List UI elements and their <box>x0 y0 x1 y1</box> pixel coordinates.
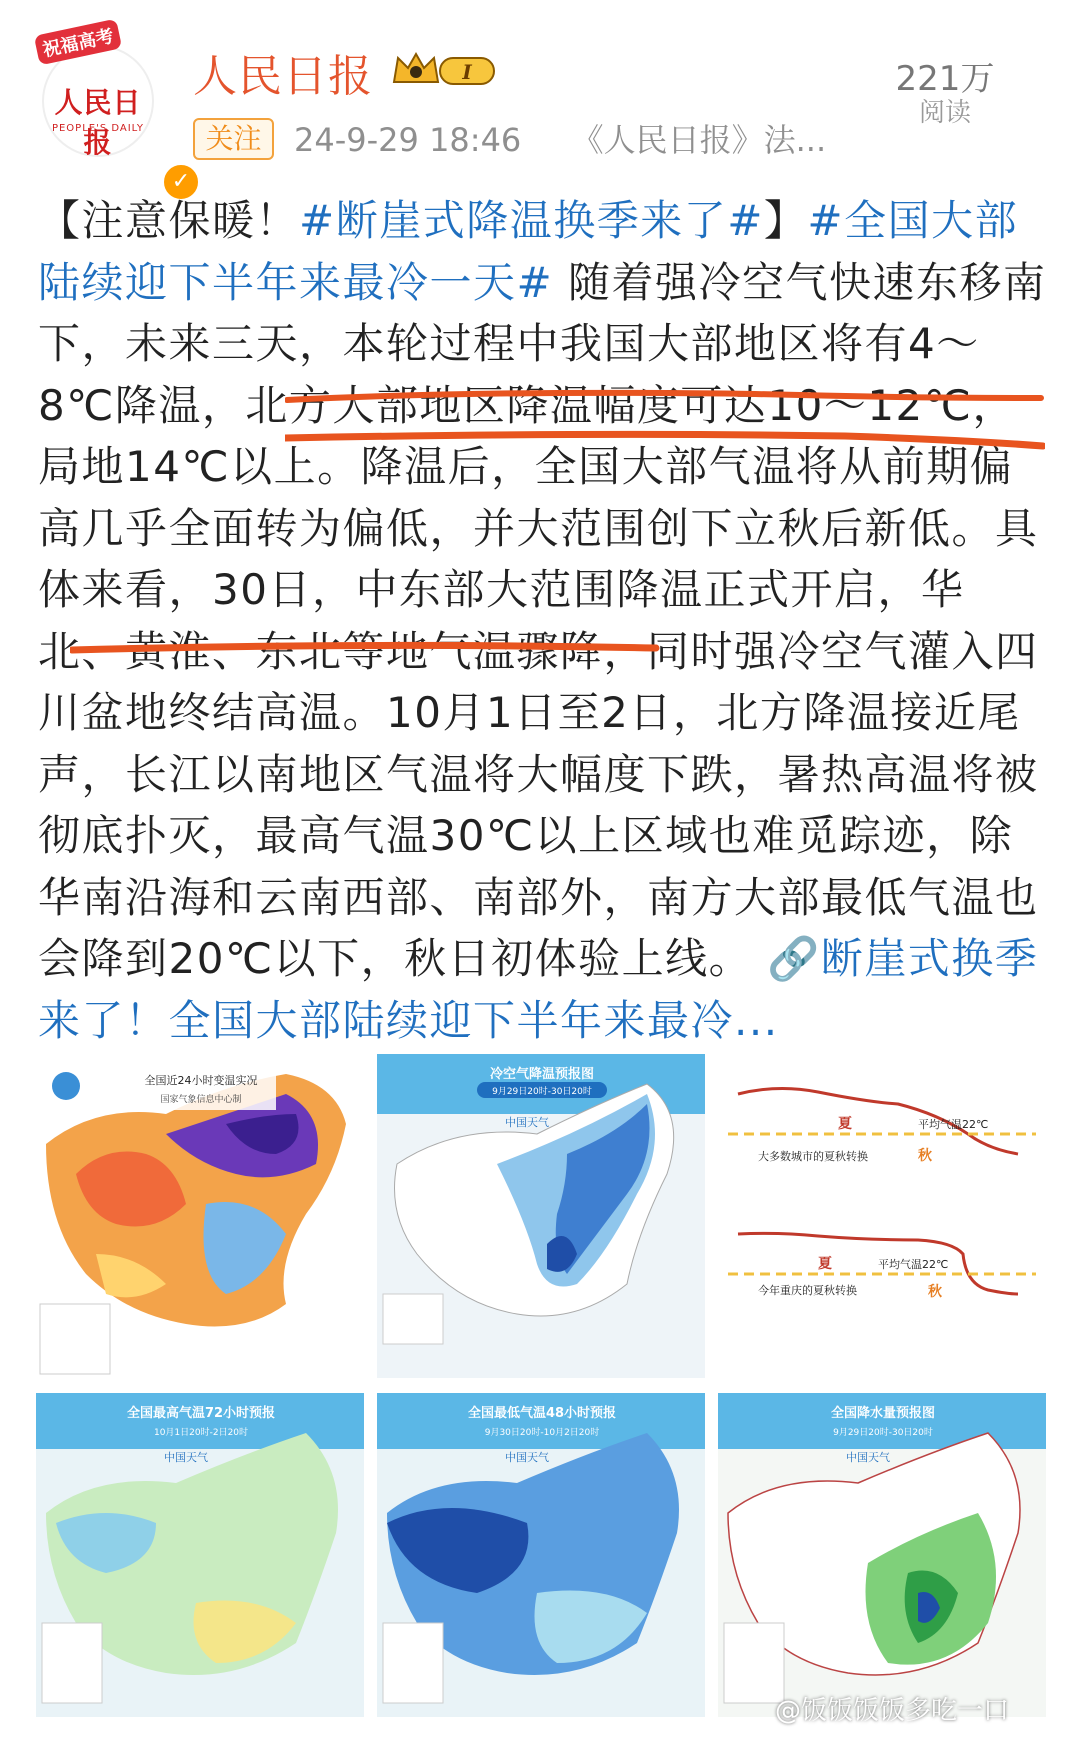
hashtag-cold-change[interactable]: #断崖式降温换季来了# <box>299 196 764 245</box>
avatar-logo-text: 人民日报 <box>54 86 142 159</box>
image-title: 全国近24小时变温实况 <box>144 1074 258 1087</box>
hashtag-coldest-day[interactable]: #全国大部陆续迎下半年来最冷一天# <box>38 196 1019 307</box>
image-subtitle: 9月30日20时-10月2日20时 <box>484 1428 600 1438</box>
verified-icon: ✓ <box>161 162 201 202</box>
post-meta <box>294 115 826 161</box>
avatar-logo-sub: PEOPLE'S DAILY <box>51 123 145 134</box>
article-link[interactable]: 断崖式换季来了！全国大部陆续迎下半年来最冷... <box>38 934 1039 1045</box>
image-season-diagram[interactable] <box>718 1054 1046 1378</box>
diagram-label: 平均气温22℃ <box>918 1118 989 1131</box>
image-title: 全国最低气温48小时预报 <box>467 1406 617 1421</box>
avatar[interactable] <box>40 25 191 194</box>
diagram-label: 平均气温22℃ <box>878 1258 949 1271</box>
image-subtitle: 9月29日20时-30日20时 <box>833 1428 933 1438</box>
image-brand: 中国天气 <box>164 1451 208 1464</box>
image-subtitle: 国家气象信息中心制 <box>160 1095 242 1105</box>
post-body: 随着强冷空气快速东移南下，未来三天，本轮过程中我国大部地区将有4～8℃降温，北方大部地区降温幅度可达10～12℃，局地14℃以上。降温后，全国大部气温将从前期偏高几乎全面转为偏低，并大范围创下立秋后新低。具体来看，30日，中东部大范围降温正式开启，华北、黄淮、东北等地气温骤降，同时强冷空气灌入四川盆地终结高温。10月1日至2日，北方降温接近尾声，长江以南地区气温将大幅度下跌，暑热高温将被彻底扑灭，最高气温30℃以上区域也难觅踪迹，除华南沿海和云南西部、南部外，南方大部最低气温也会降到20℃以下，秋日初体验上线。 <box>38 257 1047 983</box>
post-text-part: 【注意保暖！ <box>38 196 300 245</box>
read-count-label: 阅读 <box>918 98 971 128</box>
highlight-underline <box>70 630 660 690</box>
image-max-temp-forecast[interactable] <box>36 1393 364 1717</box>
image-brand: 中国天气 <box>505 1451 549 1464</box>
image-title: 冷空气降温预报图 <box>489 1067 595 1082</box>
highlight-underline <box>285 388 1045 452</box>
read-count <box>890 60 1000 128</box>
image-cold-air-forecast[interactable] <box>377 1054 705 1378</box>
image-title: 全国降水量预报图 <box>830 1406 936 1421</box>
crown-level-icon <box>390 48 500 90</box>
watermark: @饭饭饭饭多吃一口 <box>775 1696 1010 1726</box>
diagram-label: 秋 <box>928 1284 942 1300</box>
link-icon[interactable]: 🔗 <box>752 934 821 983</box>
image-temp-change-map[interactable] <box>36 1054 364 1378</box>
image-precip-forecast[interactable] <box>718 1393 1046 1717</box>
timestamp: 24-9-29 18:46 <box>294 121 522 159</box>
diagram-label: 夏 <box>838 1116 852 1132</box>
post-text <box>38 190 1048 1051</box>
post-header <box>0 0 1079 194</box>
diagram-label: 夏 <box>818 1256 832 1272</box>
author-name[interactable]: 人民日报 <box>193 51 373 102</box>
diagram-label: 今年重庆的夏秋转换 <box>758 1284 857 1297</box>
image-subtitle: 9月29日20时-30日20时 <box>492 1087 592 1097</box>
image-subtitle: 10月1日20时-2日20时 <box>153 1428 249 1438</box>
read-count-value: 221万 <box>895 59 995 99</box>
level-badge-text: I <box>462 60 472 84</box>
diagram-label: 秋 <box>918 1148 932 1164</box>
gaokao-badge: 祝福高考 <box>34 19 122 66</box>
image-title: 全国最高气温72小时预报 <box>126 1406 276 1421</box>
source[interactable]: 《人民日报》法... <box>571 121 827 159</box>
image-min-temp-forecast[interactable] <box>377 1393 705 1717</box>
post-text-part: 】 <box>763 196 808 245</box>
image-brand: 中国天气 <box>846 1451 890 1464</box>
follow-button[interactable]: 关注 <box>193 118 274 160</box>
image-brand: 中国天气 <box>505 1116 549 1129</box>
diagram-label: 大多数城市的夏秋转换 <box>758 1150 868 1163</box>
